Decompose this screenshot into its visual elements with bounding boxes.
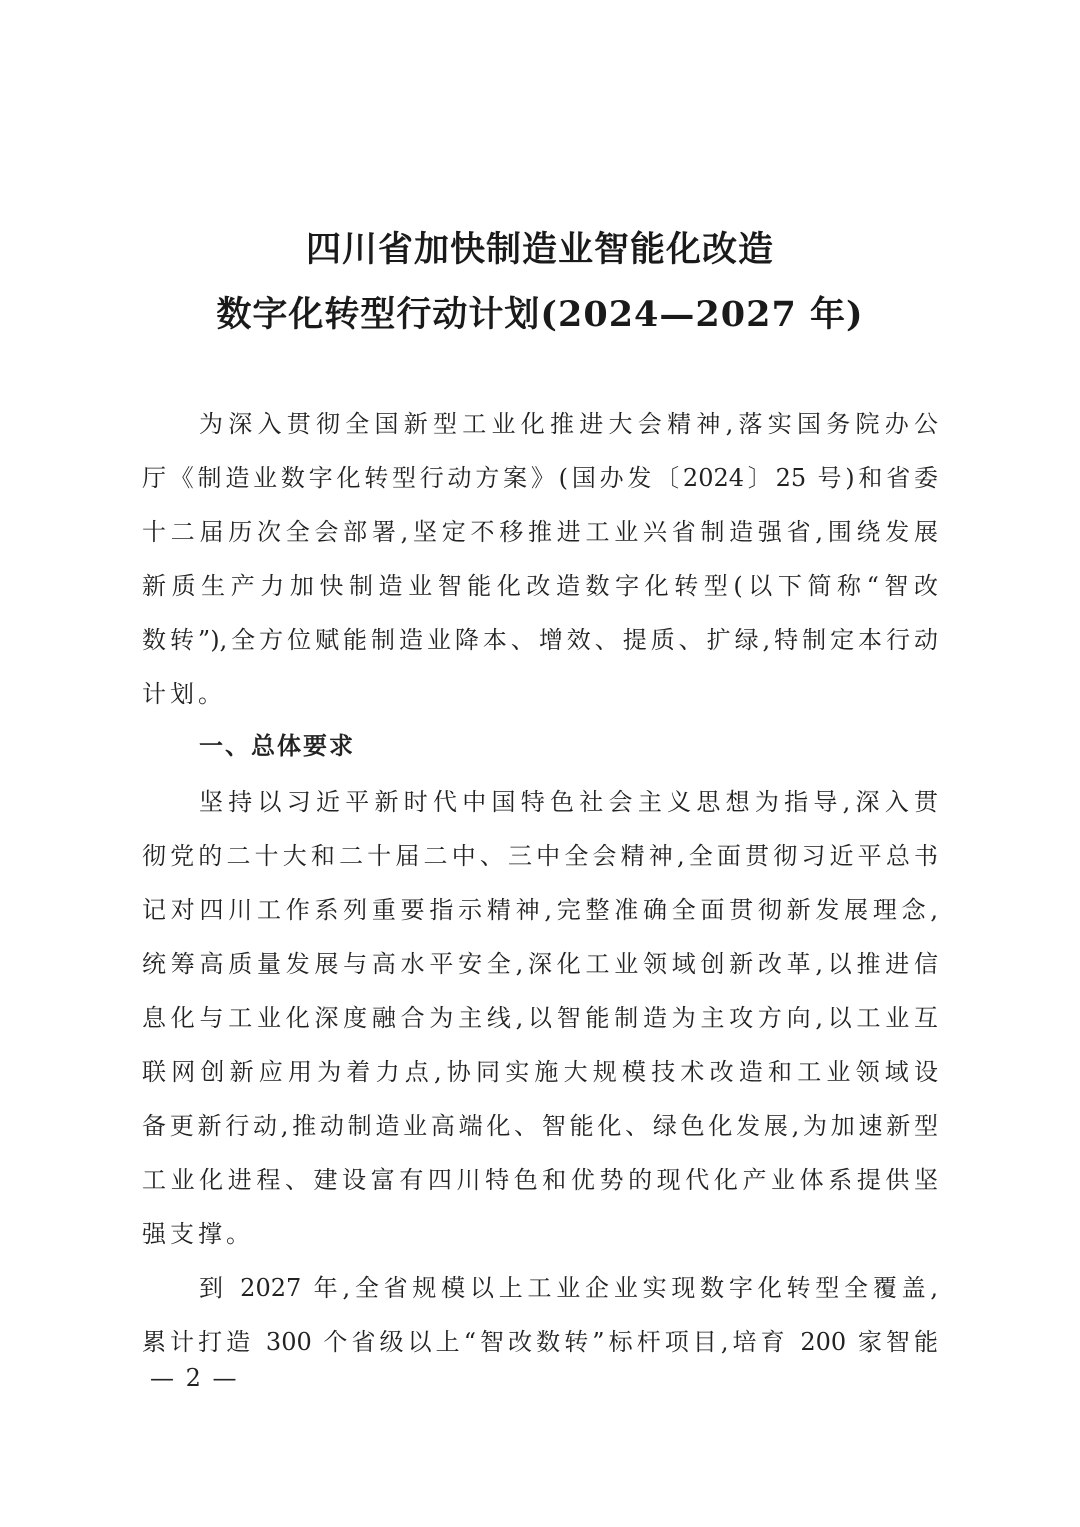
text-line: 强支撑。 — [142, 1220, 254, 1248]
text-line: 厅《制造业数字化转型行动方案》(国办发〔2024〕25 号)和省委 — [142, 464, 938, 492]
text-line: 到 2027 年,全省规模以上工业企业实现数字化转型全覆盖, — [199, 1274, 938, 1302]
text-line: 计划。 — [142, 680, 226, 708]
text-line: 备更新行动,推动制造业高端化、智能化、绿色化发展,为加速新型 — [142, 1112, 938, 1140]
paragraph-targets — [142, 1261, 938, 1369]
text-line: 累计打造 300 个省级以上“智改数转”标杆项目,培育 200 家智能 — [142, 1328, 938, 1356]
document-body — [142, 397, 938, 1369]
text-line: 坚持以习近平新时代中国特色社会主义思想为指导,深入贯 — [199, 788, 938, 816]
text-line: 为深入贯彻全国新型工业化推进大会精神,落实国务院办公 — [199, 410, 938, 438]
text-line: 统筹高质量发展与高水平安全,深化工业领域创新改革,以推进信 — [142, 950, 938, 978]
text-line: 记对四川工作系列重要指示精神,完整准确全面贯彻新发展理念, — [142, 896, 938, 924]
text-line: 十二届历次全会部署,坚定不移推进工业兴省制造强省,围绕发展 — [142, 518, 938, 546]
page-number: — 2 — — [150, 1364, 239, 1392]
text-line: 联网创新应用为着力点,协同实施大规模技术改造和工业领域设 — [142, 1058, 938, 1086]
paragraph-intro — [142, 397, 938, 721]
paragraph-requirements — [142, 775, 938, 1261]
text-line: 工业化进程、建设富有四川特色和优势的现代化产业体系提供坚 — [142, 1166, 938, 1194]
text-line: 新质生产力加快制造业智能化改造数字化转型(以下简称“智改 — [142, 572, 938, 600]
text-line: 彻党的二十大和二十届二中、三中全会精神,全面贯彻习近平总书 — [142, 842, 938, 870]
document-title-line-2: 数字化转型行动计划(2024—2027 年) — [216, 294, 864, 335]
text-line: 息化与工业化深度融合为主线,以智能制造为主攻方向,以工业互 — [142, 1004, 938, 1032]
text-line: 数转”),全方位赋能制造业降本、增效、提质、扩绿,特制定本行动 — [142, 626, 938, 654]
section-heading: 一、总体要求 — [199, 731, 355, 760]
document-title-line-1: 四川省加快制造业智能化改造 — [305, 229, 774, 270]
